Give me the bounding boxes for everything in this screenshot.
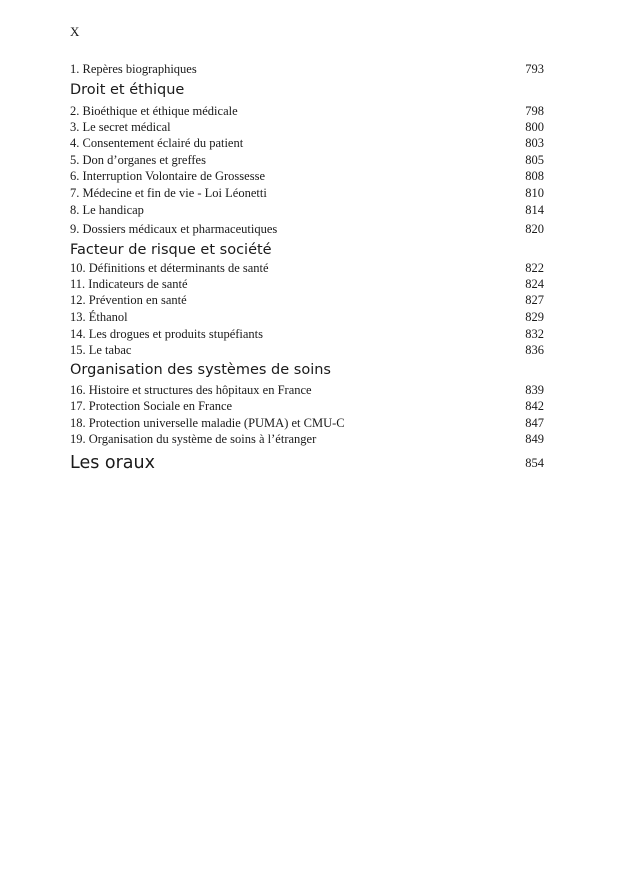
toc-entry-label: 8. Le handicap xyxy=(70,203,144,217)
toc-entry-page: 827 xyxy=(525,293,544,307)
toc-entry-page: 798 xyxy=(525,104,544,118)
toc-entry-page: 793 xyxy=(525,62,544,76)
toc-entry-label: 11. Indicateurs de santé xyxy=(70,277,188,291)
toc-entry-label: 14. Les drogues et produits stupéfiants xyxy=(70,327,264,341)
page-number-header: X xyxy=(70,24,80,39)
toc-entry-label: 16. Histoire et structures des hôpitaux en France xyxy=(70,383,312,397)
toc-entry-page: 805 xyxy=(525,153,544,167)
toc-entry-page: 800 xyxy=(525,120,544,134)
toc-entry-page: 849 xyxy=(525,432,544,446)
toc-entry-page: 829 xyxy=(525,310,544,324)
part-title: Les oraux xyxy=(70,453,155,473)
toc-entry-page: 824 xyxy=(525,277,544,291)
toc-entry-label: 12. Prévention en santé xyxy=(70,293,187,307)
toc-entry-label: 2. Bioéthique et éthique médicale xyxy=(70,104,238,118)
section-heading: Organisation des systèmes de soins xyxy=(70,362,331,378)
toc-entry-label: 4. Consentement éclairé du patient xyxy=(70,136,244,150)
toc-entry-page: 822 xyxy=(525,261,544,275)
toc-entry-page: 803 xyxy=(525,136,544,150)
toc-entry-label: 19. Organisation du système de soins à l’étranger xyxy=(70,432,317,446)
toc-entry-page: 847 xyxy=(525,416,544,430)
toc-entry-label: 15. Le tabac xyxy=(70,343,132,357)
toc-entry-label: 6. Interruption Volontaire de Grossesse xyxy=(70,169,265,183)
toc-entry-page: 808 xyxy=(525,169,544,183)
toc-entry-label: 3. Le secret médical xyxy=(70,120,171,134)
toc-entry-label: 1. Repères biographiques xyxy=(70,62,197,76)
part-page: 854 xyxy=(525,456,544,470)
toc-entry-label: 9. Dossiers médicaux et pharmaceutiques xyxy=(70,222,278,236)
toc-entry-label: 18. Protection universelle maladie (PUMA) et CMU-C xyxy=(70,416,345,430)
toc-entry-page: 839 xyxy=(525,383,544,397)
section-heading: Facteur de risque et société xyxy=(70,242,272,258)
section-heading: Droit et éthique xyxy=(70,82,185,98)
toc-entry-page: 820 xyxy=(525,222,544,236)
toc-entry-label: 7. Médecine et fin de vie - Loi Léonetti xyxy=(70,186,267,200)
toc-entry-page: 832 xyxy=(525,327,544,341)
toc-entry-label: 17. Protection Sociale en France xyxy=(70,399,233,413)
toc-entry-label: 13. Éthanol xyxy=(70,310,128,324)
toc-entry-label: 10. Définitions et déterminants de santé xyxy=(70,261,269,275)
toc-entry-page: 814 xyxy=(525,203,544,217)
toc-entry-page: 842 xyxy=(525,399,544,413)
toc-entry-label: 5. Don d’organes et greffes xyxy=(70,153,206,167)
toc-entry-page: 836 xyxy=(525,343,544,357)
toc-entry-page: 810 xyxy=(525,186,544,200)
